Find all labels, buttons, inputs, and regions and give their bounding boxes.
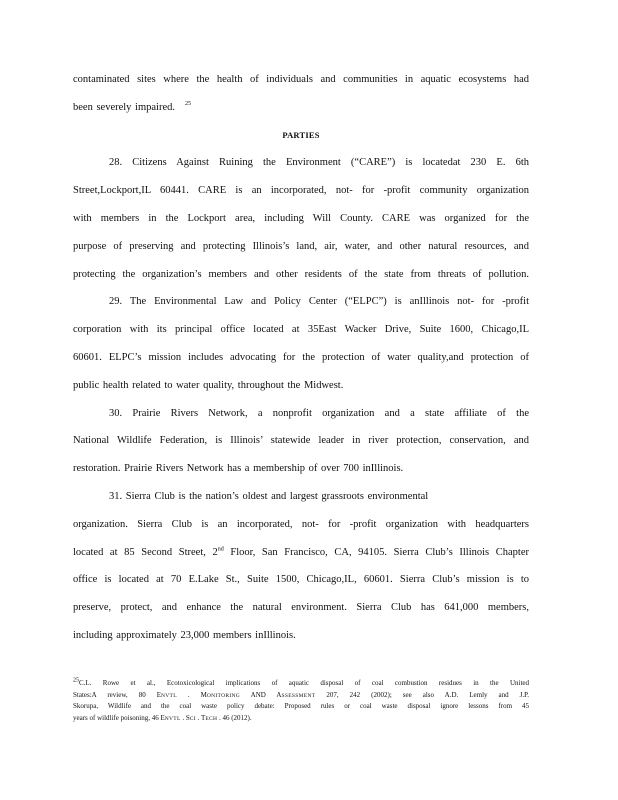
footnote (73, 678, 529, 724)
paragraph-line: 30. Prairie Rivers Network, a nonprofit organization and a state affiliate of the (109, 407, 529, 419)
paragraph-line: public health related to water quality, throughout the Midwest. (73, 379, 344, 391)
footnote-text: C.L. Rowe et al., Ecotoxicological implications of aquatic disposal of coal combustion residues in the United (79, 679, 529, 687)
footnote-line (73, 690, 529, 702)
paragraph-line: with members in the Lockport area, including Will County. CARE was organized for the (73, 212, 529, 224)
section-heading: PARTIES (282, 129, 320, 140)
paragraph-line: corporation with its principal office located at 35East Wacker Drive, Suite 1600, Chicago,IL (73, 324, 529, 336)
footnote-reference[interactable]: 25 (185, 101, 191, 108)
footnote-text: 207, 242 (2002); see also A.D. Lemly and J.P. (315, 690, 530, 699)
line-text: located at 85 Second Street, 2 (73, 546, 218, 558)
footnote-text: . M (176, 690, 207, 699)
footnote-text: . 46 (2012). (217, 713, 252, 722)
footnote-number: 25 (73, 677, 79, 684)
footnote-text: AND A (240, 690, 282, 699)
paragraph-30 (73, 400, 529, 483)
document-body (73, 66, 529, 650)
small-caps-text: SSESSMENT (281, 692, 316, 699)
line-text: Floor, San Francisco, CA, 94105. Sierra Club’s Illinois Chapter (223, 546, 529, 558)
paragraph-line: 60601. ELPC’s mission includes advocating for the protection of water quality,and protection of (73, 351, 529, 363)
paragraph-line: 29. The Environmental Law and Policy Center (“ELPC”) is anIllinois not- for -profit (109, 296, 529, 308)
small-caps-text: NVTL (164, 715, 181, 722)
paragraph-line: National Wildlife Federation, is Illinois’ statewide leader in river protection, conservation, and (73, 435, 529, 447)
paragraph-28 (73, 149, 529, 288)
footnote-line (73, 713, 529, 725)
paragraph-line (73, 539, 529, 567)
paragraph-line: protecting the organization’s members and other residents of the state from threats of pollution. (73, 268, 529, 280)
intro-line: contaminated sites where the health of individuals and communities in aquatic ecosystems had (73, 74, 529, 85)
paragraph-line: Street,Lockport,IL 60441. CARE is an incorporated, not- for -profit community organization (73, 185, 529, 197)
paragraph-line: preserve, protect, and enhance the natural environment. Sierra Club has 641,000 members, (73, 602, 529, 614)
paragraph-line: including approximately 23,000 members inIllinois. (73, 629, 296, 641)
paragraph-29 (73, 288, 529, 399)
footnote-line: Skorupa, Wildlife and the coal waste policy debate: Proposed rules or coal waste disposal ignore lessons from 45 (73, 702, 529, 710)
footnote-line (73, 678, 529, 690)
footnote-text: years of wildlife poisoning, 46 E (73, 713, 165, 722)
paragraph-line: organization. Sierra Club is an incorporated, not- for -profit organization with headquarters (73, 518, 529, 530)
paragraph-line: 28. Citizens Against Ruining the Environment (“CARE”) is locatedat 230 E. 6th (109, 157, 529, 169)
small-caps-text: ONITORING (206, 692, 241, 699)
small-caps-text: ECH (205, 715, 218, 722)
intro-line-text: been severely impaired. (73, 101, 175, 113)
paragraph-31 (73, 483, 529, 650)
small-caps-text: CI (189, 715, 196, 722)
footnote-text: . T (195, 713, 206, 722)
paragraph-line: office is located at 70 E.Lake St., Suite 1500, Chicago,IL, 60601. Sierra Club’s mission is to (73, 574, 529, 586)
ordinal-suffix: nd (217, 546, 224, 553)
paragraph-line: restoration. Prairie Rivers Network has a membership of over 700 inIllinois. (73, 463, 404, 475)
footnote-text: . S (180, 713, 190, 722)
paragraph-line: 31. Sierra Club is the nation’s oldest and largest grassroots environmental (109, 490, 429, 502)
paragraph-line: purpose of preserving and protecting Illinois’s land, air, water, and other natural resources, and (73, 240, 529, 252)
small-caps-text: NVTL (160, 692, 177, 699)
intro-line (73, 94, 529, 122)
footnote-text: States:A review, 80 E (73, 690, 161, 699)
